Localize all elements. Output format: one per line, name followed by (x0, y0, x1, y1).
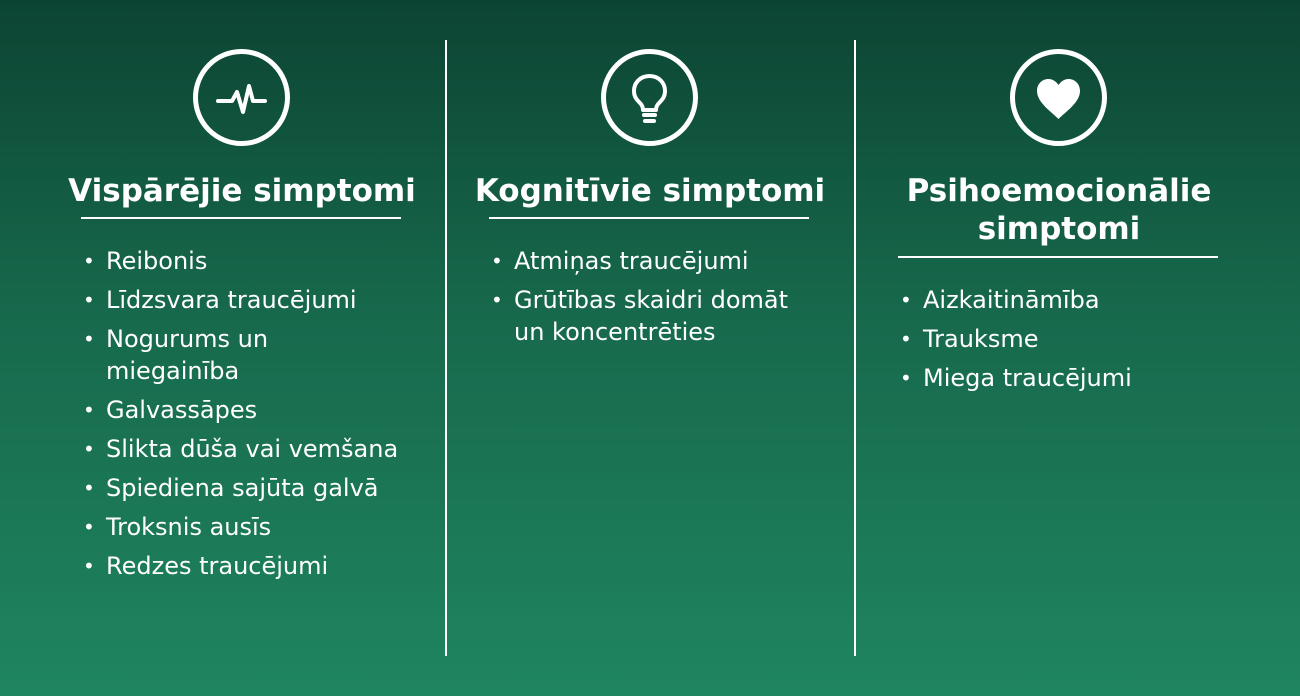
lightbulb-icon (601, 49, 698, 146)
list-item: • Slikta dūša vai vemšana (83, 433, 403, 465)
list-item: • Līdzsvara traucējumi (83, 284, 403, 316)
title-underline (81, 217, 401, 219)
list-item: • Aizkaitināmība (900, 284, 1220, 316)
column-title-line: simptomi (977, 211, 1141, 247)
list-item: • Atmiņas traucējumi (491, 245, 811, 277)
list-item: • Troksnis ausīs (83, 511, 403, 543)
list-item: • Nogurums un miegainība (83, 323, 403, 387)
column-title (855, 172, 1263, 248)
symptom-list (900, 284, 1220, 401)
list-item: • Galvassāpes (83, 394, 403, 426)
column-title: Vispārējie simptomi (68, 173, 416, 209)
symptom-list (491, 245, 811, 355)
title-underline (489, 217, 809, 219)
title-underline (898, 256, 1218, 258)
list-item: • Spiediena sajūta galvā (83, 472, 403, 504)
cognitive-symptoms-column (446, 0, 854, 696)
column-title: Kognitīvie simptomi (474, 173, 826, 209)
column-title-line: Psihoemocionālie (906, 173, 1212, 209)
list-item: • Miega traucējumi (900, 362, 1220, 394)
list-item: • Trauksme (900, 323, 1220, 355)
psychoemotional-symptoms-column (855, 0, 1263, 696)
list-item: • Reibonis (83, 245, 403, 277)
general-symptoms-column (38, 0, 446, 696)
list-item: • Redzes traucējumi (83, 550, 403, 582)
heartbeat-pulse-icon (193, 49, 290, 146)
list-item: • Grūtības skaidri domāt un koncentrēties (491, 284, 811, 348)
symptom-list (83, 245, 403, 589)
heart-icon (1010, 49, 1107, 146)
